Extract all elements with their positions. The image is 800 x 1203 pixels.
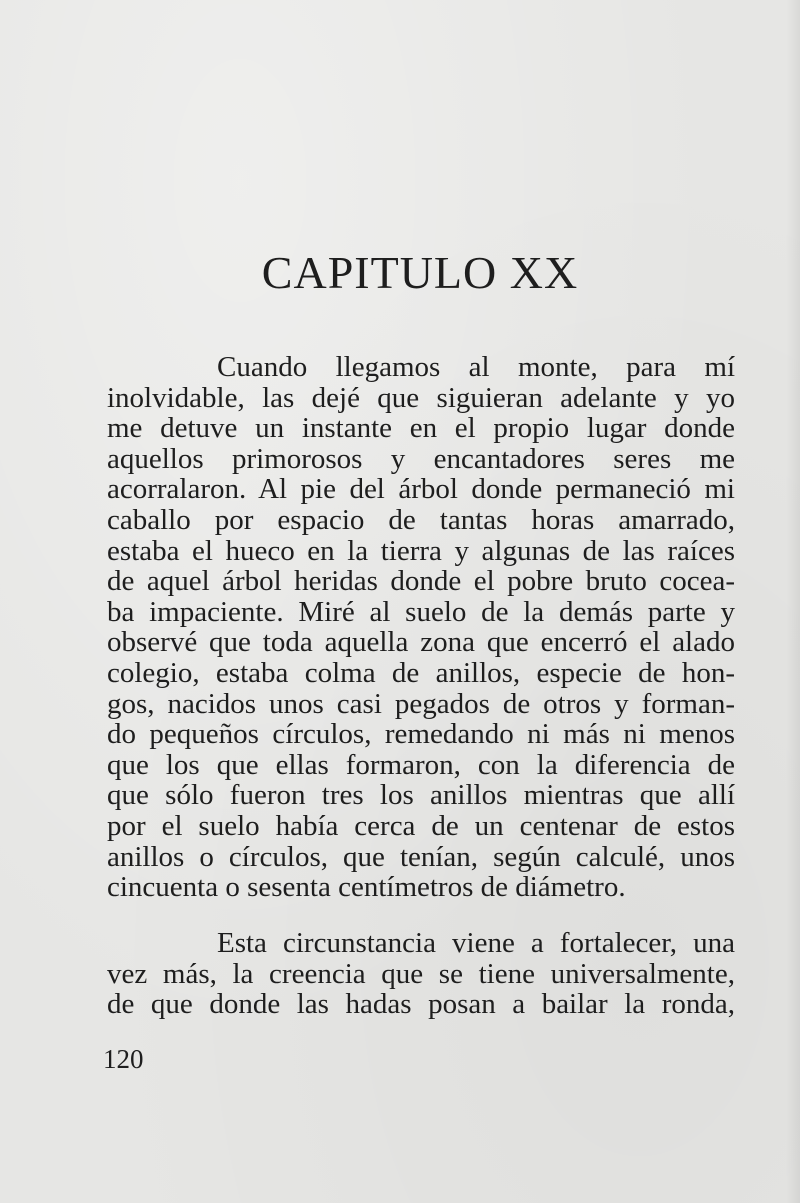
paragraph-1 [107,352,735,903]
text-line: inolvidable, las dejé que siguieran adelante y yo [107,381,735,414]
text-line: observé que toda aquella zona que encerró el alado [107,626,735,659]
text-line: de aquel árbol heridas donde el pobre bruto cocea- [107,565,735,598]
text-line: que los que ellas formaron, con la diferencia de [107,748,735,781]
text-line: por el suelo había cerca de un centenar de estos [107,809,735,842]
text-line: Cuando llegamos al monte, para mí [217,351,735,383]
text-line: me detuve un instante en el propio lugar donde [107,412,735,445]
text-line: colegio, estaba colma de anillos, especie de hon- [107,656,735,689]
page-edge-shadow [786,0,800,1203]
text-line: estaba el hueco en la tierra y algunas de las raíces [107,534,735,567]
text-line: vez más, la creencia que se tiene universalmente, [107,957,735,990]
text-line: acorralaron. Al pie del árbol donde permaneció mi [107,473,735,506]
text-line: aquellos primorosos y encantadores seres me [107,442,735,475]
text-line: caballo por espacio de tantas horas amarrado, [107,503,735,536]
text-line: gos, nacidos unos casi pegados de otros y forman- [107,687,735,720]
text-line: Esta circunstancia viene a fortalecer, una [217,927,735,959]
page-number: 120 [103,1044,144,1074]
chapter-title: CAPITULO XX [261,247,579,298]
text-line: ba impaciente. Miré al suelo de la demás parte y [107,595,735,628]
text-line: do pequeños círculos, remedando ni más ni menos [107,718,735,751]
text-line: anillos o círculos, que tenían, según calculé, unos [107,840,735,873]
text-line: que sólo fueron tres los anillos mientras que allí [107,779,735,812]
text-line: cincuenta o sesenta centímetros de diámetro. [107,871,626,904]
paragraph-2 [107,928,735,1020]
text-line: de que donde las hadas posan a bailar la ronda, [107,988,735,1021]
